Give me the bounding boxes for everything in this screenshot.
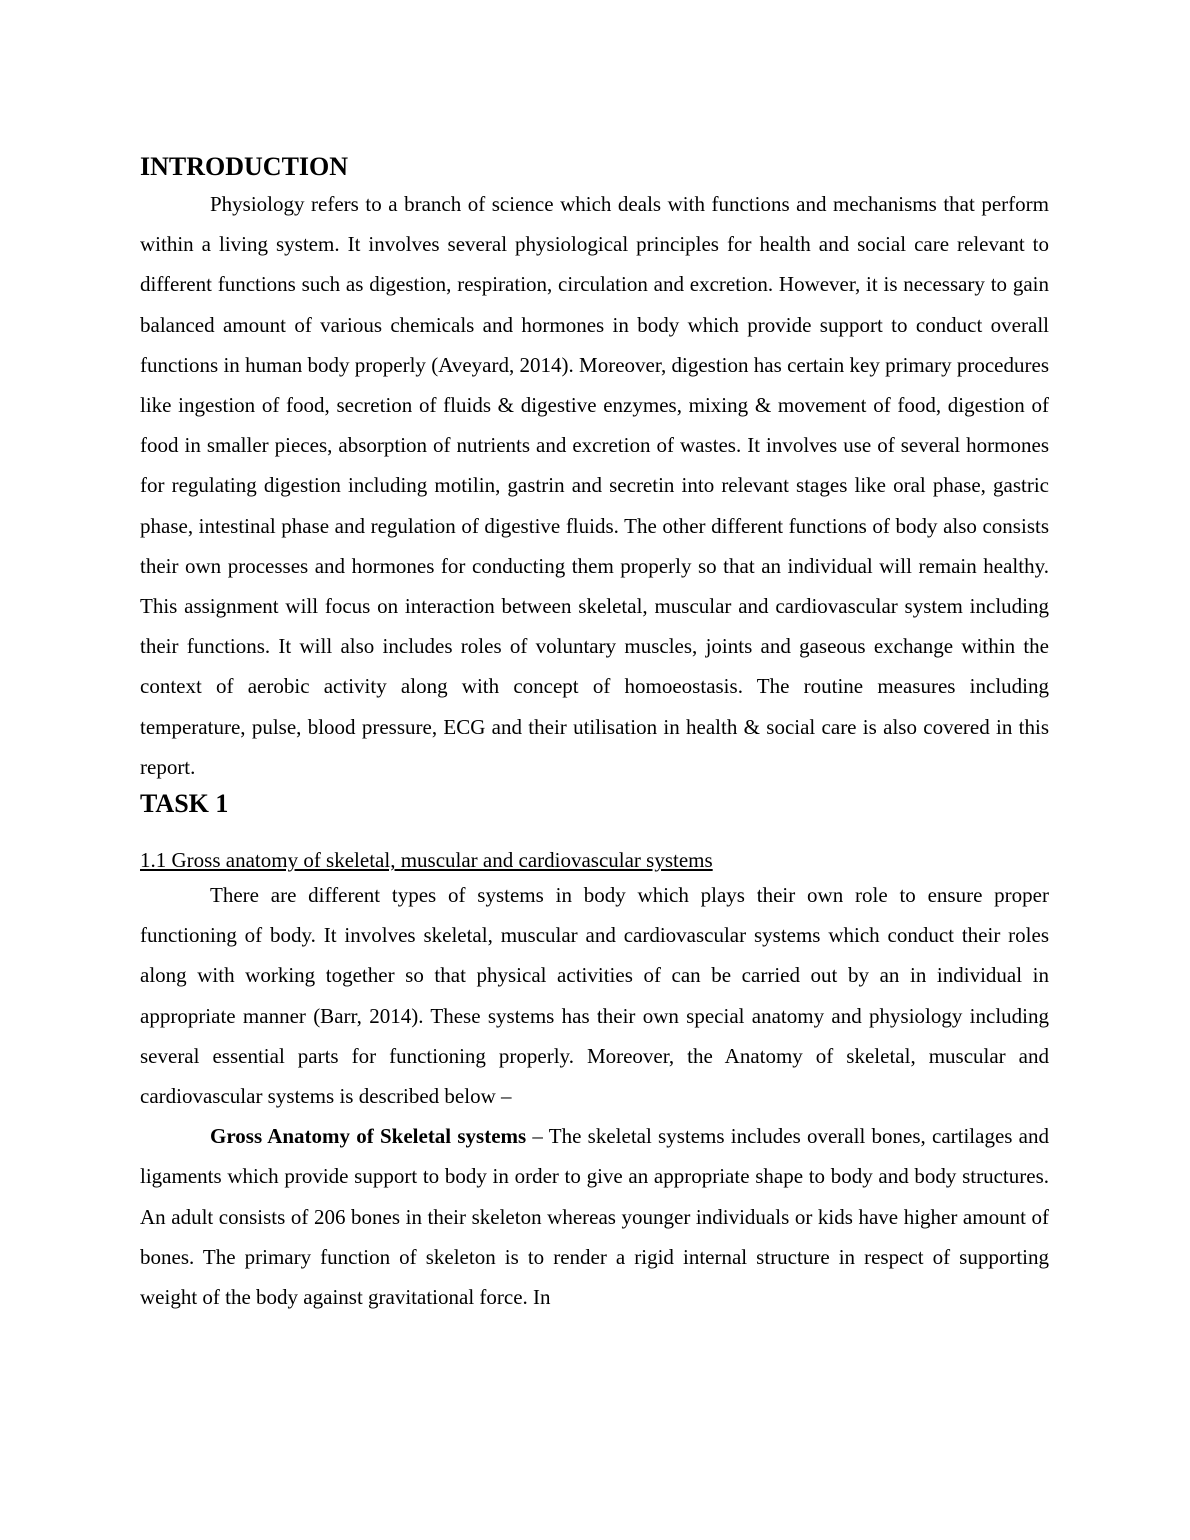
- document-page: [140, 150, 1049, 1317]
- task1-paragraph-1: There are different types of systems in body which plays their own role to ensure proper functioning of body. It involves skeletal, muscular and cardiovascular systems which conduct their roles along with working together so that physical activities of can be carried out by an in individual in appropriate manner (Barr, 2014). These systems has their own special anatomy and physiology including several essential parts for functioning properly. Moreover, the Anatomy of skeletal, muscular and cardiovascular systems is described below –: [140, 883, 1049, 1109]
- task1-subheading-wrap: [140, 845, 1049, 875]
- skeletal-systems-lead: Gross Anatomy of Skeletal systems: [210, 1124, 527, 1149]
- skeletal-systems-text: – The skeletal systems includes overall bones, cartilages and ligaments which provide support to body in order to give an appropriate shape to body and body structures. An adult consists of 206 bones in their skeleton whereas younger individuals or kids have higher amount of bones. The primary function of skeleton is to render a rigid internal structure in respect of supporting weight of the body against gravitational force. In: [140, 1124, 1049, 1310]
- introduction-paragraph: Physiology refers to a branch of science which deals with functions and mechanisms that perform within a living system. It involves several physiological principles for health and social care relevant to different functions such as digestion, respiration, circulation and excretion. However, it is necessary to gain balanced amount of various chemicals and hormones in body which provide support to conduct overall functions in human body properly (Aveyard, 2014). Moreover, digestion has certain key primary procedures like ingestion of food, secretion of fluids & digestive enzymes, mixing & movement of food, digestion of food in smaller pieces, absorption of nutrients and excretion of wastes. It involves use of several hormones for regulating digestion including motilin, gastrin and secretin into relevant stages like oral phase, gastric phase, intestinal phase and regulation of digestive fluids. The other different functions of body also consists their own processes and hormones for conducting them properly so that an individual will remain healthy. This assignment will focus on interaction between skeletal, muscular and cardiovascular system including their functions. It will also includes roles of voluntary muscles, joints and gaseous exchange within the context of aerobic activity along with concept of homoeostasis. The routine measures including temperature, pulse, blood pressure, ECG and their utilisation in health & social care is also covered in this report.: [140, 192, 1049, 779]
- task1-heading: TASK 1: [140, 789, 229, 819]
- task1-subheading: 1.1 Gross anatomy of skeletal, muscular and cardiovascular systems: [140, 848, 713, 873]
- task1-paragraph-2: [140, 1116, 1049, 1317]
- introduction-heading: INTRODUCTION: [140, 152, 349, 181]
